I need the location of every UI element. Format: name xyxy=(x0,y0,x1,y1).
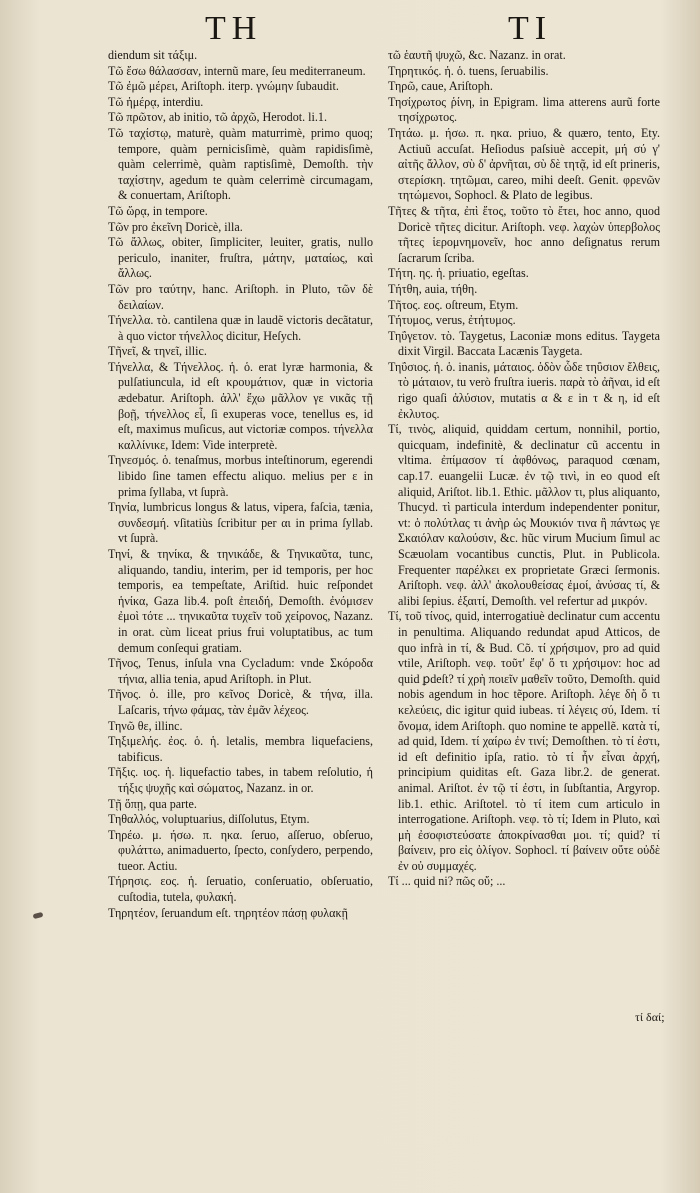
dictionary-entry: Τήρησις. εος. ἡ. ſeruatio, conſeruatio, obſeruatio, cuſtodia, tutela, φυλακή. xyxy=(108,874,373,905)
dictionary-entry: Τηΰσιος. ἡ. ὁ. inanis, μάταιος. ὁδὸν ὧδε τηΰσιον ἔλθεις, τὸ μάταιον, tu verò fruſtra iueris. παρὰ τὸ ἀῆναι, id eſt rigo quaſi ἀλύσιον, mutatis α & ε in τ & η, id eſt ἐκλυτος. xyxy=(388,359,660,421)
dictionary-entry: Τήτθη, auia, τήθη. xyxy=(388,281,478,296)
dictionary-entry: Τί ... quid ni? πῶς οὔ; ... xyxy=(388,874,506,889)
running-head-right: TI xyxy=(508,10,553,47)
dictionary-entry: Τῶ ὥρᾳ, in tempore. xyxy=(108,203,208,218)
dictionary-entry: Τῆξις. ιος. ἡ. liquefactio tabes, in tabem reſolutio, ἡ τήξις ψυχῆς καὶ σώματος, Nazanz. in or. xyxy=(108,765,373,795)
dictionary-entry: Τηνῶ θε, illinc. xyxy=(108,718,183,733)
dictionary-entry: Τηθαλλός, voluptuarius, diſſolutus, Etym. xyxy=(108,812,310,827)
dictionary-entry: Τησίχρωτος ῥίνη, in Epigram. lima atterens aurũ forte τησίχρωτος. xyxy=(388,94,660,125)
dictionary-entry: Τηρῶ, caue, Ariſtoph. xyxy=(388,79,493,94)
dictionary-entry: Τῶ πρῶτον, ab initio, τῶ ἀρχῶ, Herodot. li.1. xyxy=(108,110,327,125)
dictionary-entry: Τῶ ἄλλως, obiter, ſimpliciter, leuiter, gratis, nullo periculo, inaniter, fruſtra, μάτην, ματαίως, καὶ ἄλλως. xyxy=(108,235,373,281)
dictionary-entry: Τηνεσμός. ὁ. tenaſmus, morbus inteſtinorum, egerendi libido ſine tamen effectu aliquo. melius per ε in prima ſyllaba, vt ſuprà. xyxy=(108,453,373,499)
catchword: τί δαί; xyxy=(635,1010,665,1024)
dictionary-entry: Τήτη. ης. ἡ. priuatio, egeſtas. xyxy=(388,266,529,281)
dictionary-entry: Τῶν pro ἐκεῖνη Doricè, illa. xyxy=(108,219,243,234)
dictionary-entry: Τήτυμος, verus, ἐτήτυμος. xyxy=(388,313,516,328)
dictionary-entry: diendum sit τάξιμ. xyxy=(108,48,198,62)
dictionary-entry: Τηρητικός. ἡ. ὁ. tuens, ſeruabilis. xyxy=(388,63,549,78)
left-column xyxy=(108,48,373,921)
dictionary-entry: τῶ ἑαυτῆ ψυχῶ, &c. Nazanz. in orat. xyxy=(388,48,566,62)
dictionary-entry: Τηνί, & τηνίκα, & τηνικάδε, & Τηνικαῦτα, tunc, aliquando, tandiu, interim, per id temporis, per hoc temporis, ea tempeſtate, Ariſtid. huic reſpondet ἡνίκα, Gaza lib.4. poſt ἐπειδή, Demoſth. ἐνόμισεν ἐμοὶ τότε ... τηνικαῦτα τυχεῖν τοῦ χείρονος, Nazanz. in orat. cùm liceat prius frui voluptatibus, ac tum demum conſequi gratiam. xyxy=(108,547,373,655)
dictionary-entry: Τῶ ἡμέρᾳ, interdiu. xyxy=(108,94,204,109)
dictionary-entry: Τήνελλα. τὸ. cantilena quæ in laudẽ victoris decãtatur, à quo victor τήνελλος dicitur, Heſych. xyxy=(108,313,373,343)
right-column xyxy=(388,48,660,890)
dictionary-entry: Τῆνος, Tenus, inſula vna Cycladum: vnde Σκόροδα τήνια, allia tenia, apud Ariſtoph. in Plut. xyxy=(108,656,373,686)
dictionary-entry: Τί, τοῦ τίνος, quid, interrogatiuè declinatur cum accentu in penultima. Aliquando redundat apud Atticos, de quo infrà in τί, & Bud. Cõ. τί χρήσιμον, pro ad quid vtile, Ariſtoph. νεφ. τοῦτ' ἔφ' ὅ τι χρήσιμον: hoc ad quid ꝑdeſt? τί χρὴ ποιεῖν μαθεῖν τοῦτο, Demoſth. quid nobis agendum in hoc tẽpore. Ariſtoph. λέγε δὴ ὅ τι κελεύεις, dic igitur quid iubeas. τί λέγεις σύ, Idem. τί ὄνομα, idem Ariſtoph. quo nomine te appellẽ. κατὰ τί, ad quid, Idem. τί χαίρω ἐν τινί; Demoſthen. τὸ τί ἐστι, id eſt definitio ipſa, ratio. τὸ τί ἦν εἶναι ἀρχή, principium quiditas eſt. Gaza libr.2. de generat. animal. Ariſtot. ἐν τῷ τί ἐστι, in ſubſtantia, Argyrop. lib.1. ethic. Ariſtotel. τὸ τί item cum articulo in interrogatione. Ariſtoph. νεφ. τὸ τί; Idem in Pluto, καὶ μὴ ἐσοφιστεύσατε ἀποκρίνασθαι μοι. τί; quid? τί βαίνειν, pro εἰς ὀλίγον. Sophocl. τί βαίνειν οὔτε οὐδὲ ἐν οὐ συμμαχές. xyxy=(388,609,660,873)
dictionary-entry: Τῆτος. εος. oſtreum, Etym. xyxy=(388,297,519,312)
dictionary-entry: Τῆνος. ὁ. ille, pro κεῖνος Doricè, & τήνα, illa. Laſcaris, τήνω φάμας, τὰν ἐμᾶν λέχεος. xyxy=(108,687,373,717)
dictionary-entry: Τῶ ἐμῶ μέρει, Ariſtoph. iterp. γνώμην ſubaudit. xyxy=(108,79,339,94)
dictionary-entry: Τήνελλα, & Τήνελλος. ἡ. ὁ. erat lyræ harmonia, & pulſatiuncula, id eſt κρουμάτιον, quæ in victoria ædebatur. Ariſtoph. ἀλλ' ἔχω μᾶλλον γε νικᾶς τῇ βοῇ, τήνελλος εἶ, ſi exuperas voce, tenellus es, id eſt, maximus muſicus, aut victoriæ compos. τήνελλα καλλίνικε, Idem: Vide interpretè. xyxy=(108,359,373,452)
dictionary-entry: Τῆνεῖ, & τηνεῖ, illic. xyxy=(108,344,207,359)
dictionary-entry: Τῆτες & τῆτα, ἐπὶ ἔτος, τοῦτο τὸ ἔτει, hoc anno, quod Doricè τῆτες dicitur. Ariſtoph. νεφ. λαχὼν ὑπερβολος τῆτες ἱερομνημονεῖν, hoc anno deſignatus rerum ſacrarum ſcriba. xyxy=(388,203,660,265)
running-head-left: TH xyxy=(205,10,263,47)
dictionary-entry: Τηρητέον, ſeruandum eſt. τηρητέον πάσῃ φυλακῇ xyxy=(108,905,348,920)
dictionary-entry: Τῶ ταχίστῳ, maturè, quàm maturrimè, primo quoq; tempore, quàm pernicisſimè, quàm rapidisſimè, quàm celerrimè, quàm raptisſimè, Demoſth. τὴν ταχίστην, agedum te quàm celerrimè circumagam, & conuertam, Ariſtoph. xyxy=(108,125,373,203)
dictionary-entry: Τηΰγετον. τὸ. Taygetus, Laconiæ mons editus. Taygeta dixit Virgil. Baccata Lacænis Taygeta. xyxy=(388,328,660,359)
dictionary-entry: Τητάω. μ. ήσω. π. ηκα. priuo, & quæro, tento, Ety. Actiuũ accuſat. Heſiodus paſsiuè accepit, μή σύ γ' αἰτῆς ἄλλον, σὺ δ' ἀρνῆται, σὺ δὲ τητᾷ, id eſt prineris, στερίσκη. τητῶμαι, careo, mihi deeſt. Genit. φρενῶν τητώμενοι, Sophocl. & Plato de legibus. xyxy=(388,125,660,203)
dictionary-entry: Τῇ ὅπῃ, qua parte. xyxy=(108,796,197,811)
dictionary-entry: Τῶν pro ταύτην, hanc. Ariſtoph. in Pluto, τῶν δὲ δειλαίων. xyxy=(108,281,373,312)
dictionary-entry: Τῶ ἔσω θάλασσαν, internũ mare, ſeu mediterraneum. xyxy=(108,63,366,78)
dictionary-entry: Τηξιμελής. ἐος. ὁ. ἡ. letalis, membra liquefaciens, tabificus. xyxy=(108,734,373,764)
dictionary-entry: Τί, τινὸς, aliquid, quiddam certum, nonnihil, portio, quicquam, indefinitè, & declinatur cũ accentu in vltima. ἐπίμασον τί ἀφθόνως, paraquod cœnam, cap.17. euangelii Lucæ. ἐν τῷ τινὶ, in eo quod eſt aliquid, Ariſtot. lib.1. Ethic. μᾶλλον τι, plus aliquanto, Thucyd. τὶ particula interdum independenter ponitur, vt: ὁ πολύτλας τι ἀνὴρ ὡς Μουκιόν τινα ἢ πάντως γε Σκαιόλαν καλούσιν, &c. hũc virum Mucium ſimul ac Scæuolam vocantibus cunctis, Plut. in Publicola. Frequenter παρέλκει ex proprietate Græci ſermonis. Ariſtoph. νεφ. ἀλλ' ἀκολουθείσας ἐμοί, ἀνύσας τί, & alibi ſepius. ἐξαιτί, Demoſth. vel refertur ad μικρόν. xyxy=(388,422,660,608)
dictionary-entry: Τηνία, lumbricus longus & latus, vipera, faſcia, tænia, συνδεσμή. vſitatiùs ſcribitur per αι in prima ſyllab. vt ſuprà. xyxy=(108,500,373,546)
ink-blot xyxy=(33,912,44,919)
dictionary-entry: Τηρέω. μ. ήσω. π. ηκα. ſeruo, aſſeruo, obſeruo, φυλάττω, animaduerto, ſpecto, conſydero, perpendo, tueor. Actiu. xyxy=(108,827,373,873)
